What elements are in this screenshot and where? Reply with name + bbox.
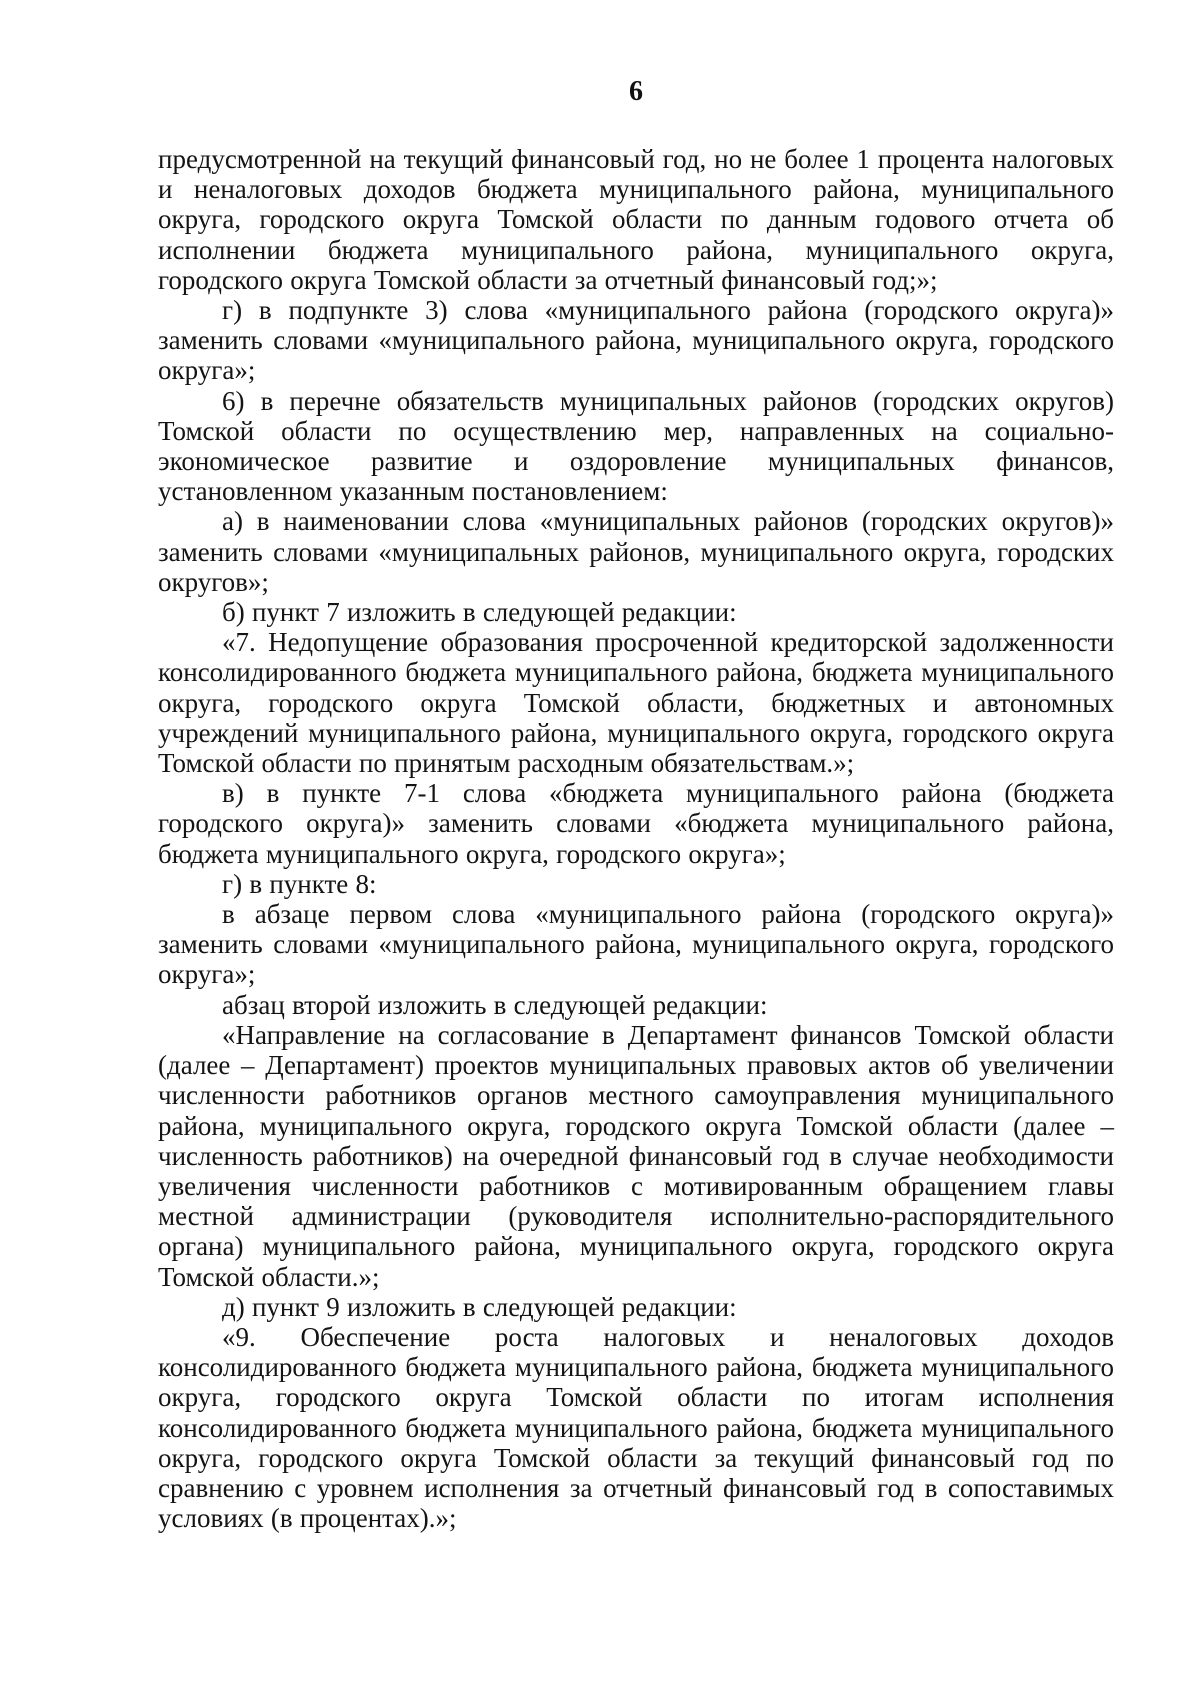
paragraph-03: 6) в перечне обязательств муниципальных районов (городских округов) Томской области по осуществлению мер, направленных на социально-экономическое развитие и оздоровление муниципальных финансов, установленном указанным постановлением:: [158, 385, 1114, 507]
document-body: [158, 144, 1114, 1533]
paragraph-01: предусмотренной на текущий финансовый год, но не более 1 процента налоговых и неналоговых доходов бюджета муниципального района, муниципального округа, городского округа Томской области по данным годового отчета об исполнении бюджета муниципального района, муниципального округа, городского округа Томской области за отчетный финансовый год;»;: [158, 144, 1114, 295]
paragraph-08: г) в пункте 8:: [222, 868, 377, 899]
paragraph-02: г) в подпункте 3) слова «муниципального района (городского округа)» заменить словами «муниципального района, муниципального округа, городского округа»;: [158, 295, 1114, 386]
paragraph-11: «Направление на согласование в Департамент финансов Томской области (далее – Департамент) проектов муниципальных правовых актов об увеличении численности работников органов местного самоуправления муниципального района, муниципального округа, городского округа Томской области (далее – численность работников) на очередной финансовый год в случае необходимости увеличения численности работников с мотивированным обращением главы местной администрации (руководителя исполнительно-распорядительного органа) муниципального района, муниципального округа, городского округа Томской области.»;: [158, 1019, 1114, 1292]
paragraph-04: а) в наименовании слова «муниципальных районов (городских округов)» заменить словами «муниципальных районов, муниципального округа, городских округов»;: [158, 506, 1114, 597]
paragraph-10: абзац второй изложить в следующей редакции:: [222, 989, 768, 1020]
page-number: 6: [629, 76, 643, 107]
paragraph-05: б) пункт 7 изложить в следующей редакции:: [222, 597, 737, 628]
paragraph-12: д) пункт 9 изложить в следующей редакции:: [222, 1291, 737, 1322]
paragraph-13: «9. Обеспечение роста налоговых и неналоговых доходов консолидированного бюджета муниципального района, бюджета муниципального округа, городского округа Томской области по итогам исполнения консолидированного бюджета муниципального района, бюджета муниципального округа, городского округа Томской области за текущий финансовый год по сравнению с уровнем исполнения за отчетный финансовый год в сопоставимых условиях (в процентах).»;: [158, 1321, 1114, 1534]
paragraph-06: «7. Недопущение образования просроченной кредиторской задолженности консолидированного бюджета муниципального района, бюджета муниципального округа, городского округа Томской области, бюджетных и автономных учреждений муниципального района, муниципального округа, городского округа Томской области по принятым расходным обязательствам.»;: [158, 627, 1114, 779]
paragraph-07: в) в пункте 7-1 слова «бюджета муниципального района (бюджета городского округа)» заменить словами «бюджета муниципального района, бюджета муниципального округа, городского округа»;: [158, 778, 1114, 869]
paragraph-09: в абзаце первом слова «муниципального района (городского округа)» заменить словами «муниципального района, муниципального округа, городского округа»;: [158, 899, 1114, 990]
